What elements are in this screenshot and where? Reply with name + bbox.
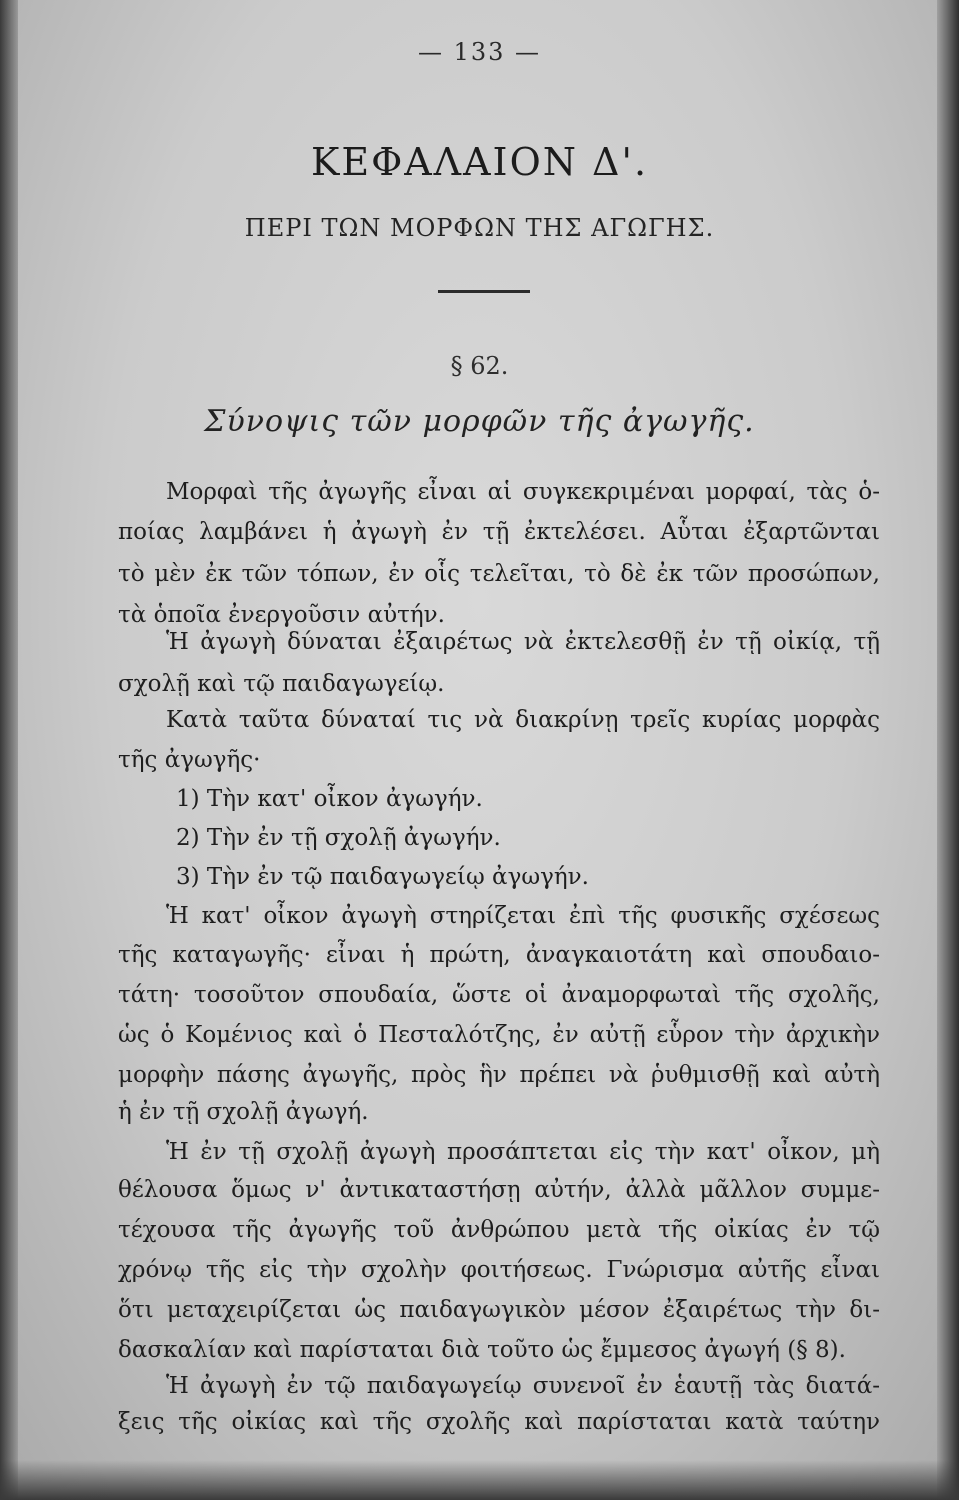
text-line: ξεις τῆς οἰκίας καὶ τῆς σχολῆς καὶ παρίσταται κατὰ ταύτην [118, 1409, 880, 1435]
text-line: Ἡ ἀγωγὴ δύναται ἐξαιρέτως νὰ ἐκτελεσθῇ ἐν τῇ οἰκίᾳ, τῇ [166, 629, 880, 655]
text-line: σχολῇ καὶ τῷ παιδαγωγείῳ. [118, 671, 445, 697]
text-line: τάτη· τοσοῦτον σπουδαία, ὥστε οἱ ἀναμορφωταὶ τῆς σχολῆς, [118, 982, 880, 1008]
text-line: ὡς ὁ Κομένιος καὶ ὁ Πεσταλότζης, ἐν αὐτῇ εὗρον τὴν ἀρχικὴν [118, 1022, 880, 1048]
list-item: 3) Τὴν ἐν τῷ παιδαγωγείῳ ἀγωγήν. [176, 864, 589, 890]
text-line: Ἡ ἀγωγὴ ἐν τῷ παιδαγωγείῳ συνενοῖ ἐν ἑαυτῇ τὰς διατά- [166, 1373, 880, 1399]
text-line: μορφὴν πάσης ἀγωγῆς, πρὸς ἣν πρέπει νὰ ῥυθμισθῇ καὶ αὐτὴ [118, 1062, 880, 1088]
section-title: Σύνοψις τῶν μορφῶν τῆς ἀγωγῆς. [204, 404, 755, 439]
text-line: τῆς καταγωγῆς· εἶναι ἡ πρώτη, ἀναγκαιοτάτη καὶ σπουδαιο- [118, 942, 880, 968]
text-line: Ἡ κατ' οἶκον ἀγωγὴ στηρίζεται ἐπὶ τῆς φυσικῆς σχέσεως [166, 903, 880, 929]
text-line: τῆς ἀγωγῆς· [118, 747, 261, 773]
text-line: τὸ μὲν ἐκ τῶν τόπων, ἐν οἷς τελεῖται, τὸ δὲ ἐκ τῶν προσώπων, [118, 561, 880, 587]
text-line: Ἡ ἐν τῇ σχολῇ ἀγωγὴ προσάπτεται εἰς τὴν κατ' οἶκον, μὴ [166, 1139, 880, 1165]
chapter-subtitle: ΠΕΡΙ ΤΩΝ ΜΟΡΦΩΝ ΤΗΣ ΑΓΩΓΗΣ. [244, 214, 715, 242]
text-line: ὅτι μεταχειρίζεται ὡς παιδαγωγικὸν μέσον ἐξαιρέτως τὴν δι- [118, 1297, 880, 1323]
section-number: § 62. [450, 352, 509, 380]
text-line: θέλουσα ὅμως ν' ἀντικαταστήσῃ αὐτήν, ἀλλὰ μᾶλλον συμμε- [118, 1177, 880, 1203]
list-item: 1) Τὴν κατ' οἶκον ἀγωγήν. [176, 786, 483, 812]
text-line: τὰ ὁποῖα ἐνεργοῦσιν αὐτήν. [118, 602, 445, 628]
text-line: χρόνῳ τῆς εἰς τὴν σχολὴν φοιτήσεως. Γνώρισμα αὐτῆς εἶναι [118, 1257, 880, 1283]
text-line: Κατὰ ταῦτα δύναταί τις νὰ διακρίνῃ τρεῖς κυρίας μορφὰς [166, 707, 880, 733]
list-item: 2) Τὴν ἐν τῇ σχολῇ ἀγωγήν. [176, 825, 501, 851]
text-line: δασκαλίαν καὶ παρίσταται διὰ τοῦτο ὡς ἔμμεσος ἀγωγή (§ 8). [118, 1337, 846, 1363]
page-number: — 133 — [417, 38, 542, 66]
text-line: τέχουσα τῆς ἀγωγῆς τοῦ ἀνθρώπου μετὰ τῆς οἰκίας ἐν τῷ [118, 1217, 880, 1243]
text-line: ἡ ἐν τῇ σχολῇ ἀγωγή. [118, 1099, 369, 1125]
divider-rule [438, 290, 530, 293]
text-line: Μορφαὶ τῆς ἀγωγῆς εἶναι αἱ συγκεκριμέναι μορφαί, τὰς ὁ- [166, 479, 880, 505]
text-line: ποίας λαμβάνει ἡ ἀγωγὴ ἐν τῇ ἐκτελέσει. Αὗται ἐξαρτῶνται [118, 519, 880, 545]
page-edge-bottom [0, 1460, 959, 1500]
chapter-title: ΚΕΦΑΛΑΙΟΝ Δ'. [310, 140, 649, 184]
